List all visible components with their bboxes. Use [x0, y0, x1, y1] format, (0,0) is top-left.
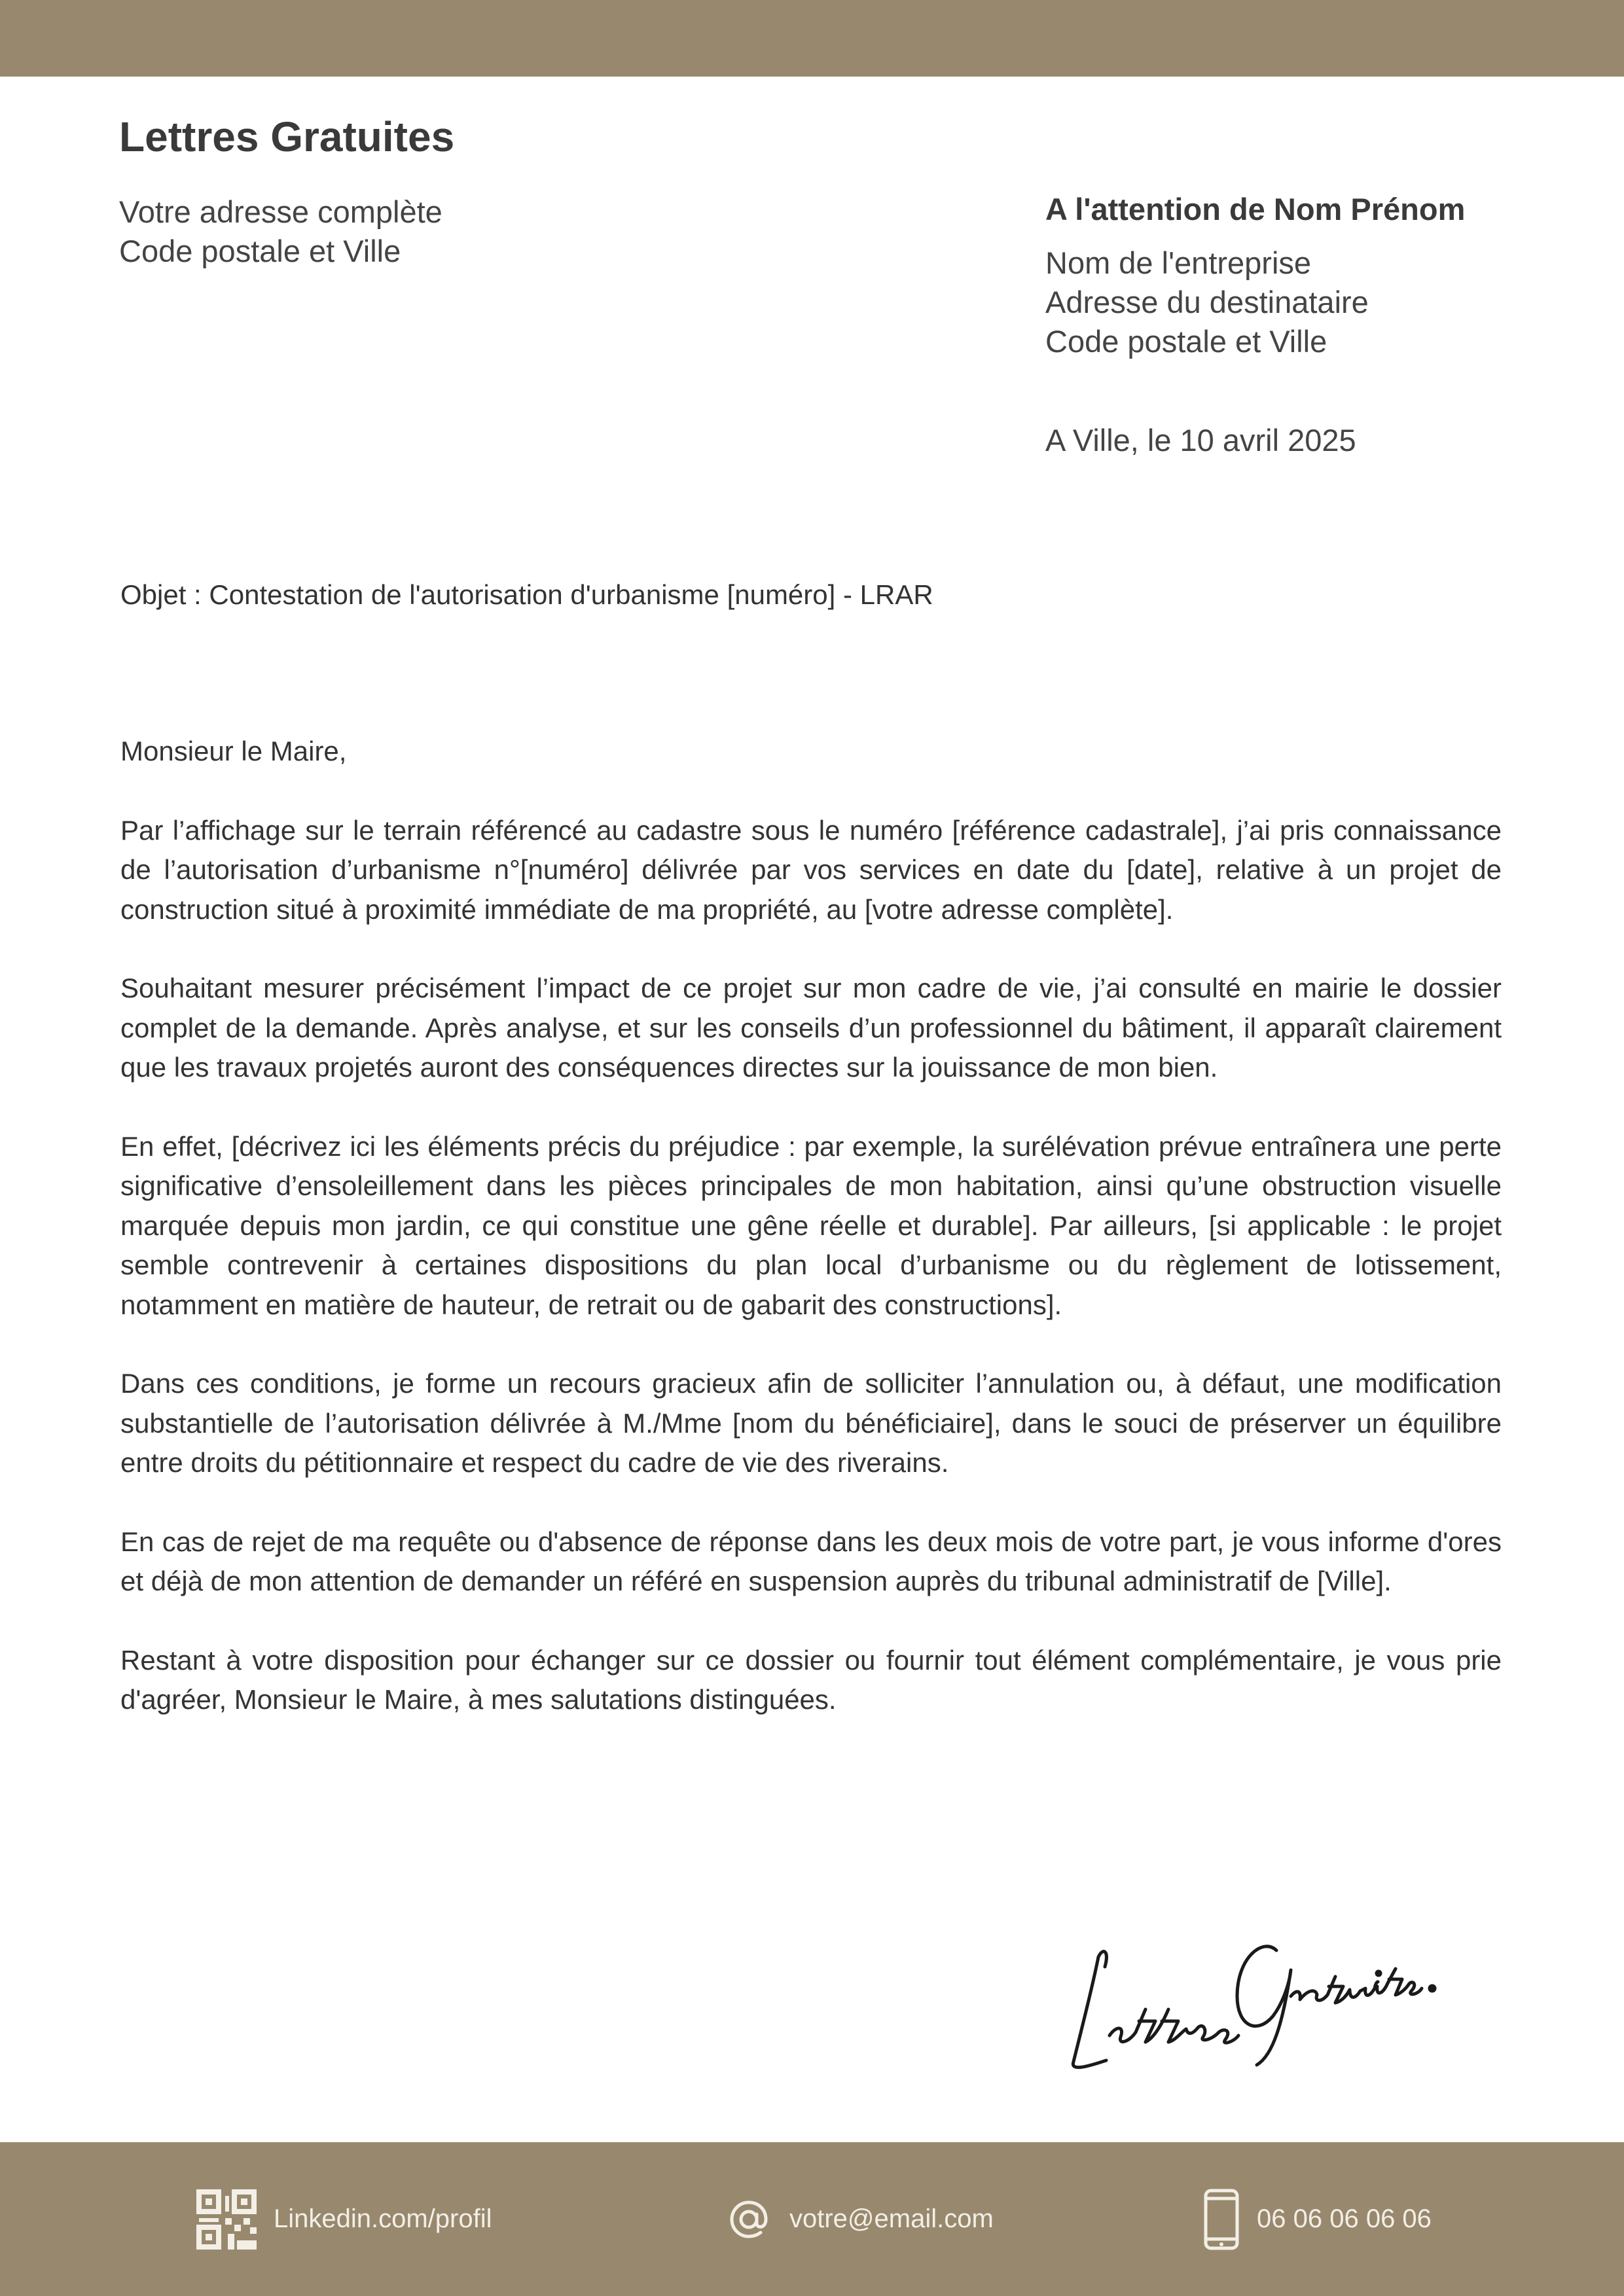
- recipient-block: [1045, 190, 1517, 361]
- body-paragraph: Par l’affichage sur le terrain référencé au cadastre sous le numéro [référence cadastrale], j’ai pris connaissance de l’autorisation d’urbanisme n°[numéro] délivrée par vos services en date du [date], relative à un projet de construction situé à proximité immédiate de ma propriété, au [votre adresse complète].: [120, 814, 1502, 925]
- footer-linkedin[interactable]: [196, 2142, 492, 2296]
- letter-body: [120, 732, 1502, 1759]
- phone-icon: [1203, 2188, 1240, 2251]
- sender-address-line2: Code postale et Ville: [119, 234, 401, 268]
- linkedin-text: Linkedin.com/profil: [274, 2204, 492, 2233]
- header-band: [0, 0, 1624, 77]
- sender-address-line1: Votre adresse complète: [119, 194, 442, 229]
- body-paragraph: Restant à votre disposition pour échanger sur ce dossier ou fournir tout élément complémentaire, je vous prie d'agréer, Monsieur le Maire, à mes salutations distinguées.: [120, 1644, 1502, 1715]
- phone-text: 06 06 06 06 06: [1257, 2204, 1432, 2233]
- body-paragraph: En effet, [décrivez ici les éléments précis du préjudice : par exemple, la surélévation prévue entraînera une perte significative d’ensoleillement dans les pièces principales de mon habitation, ainsi qu’une obstruction visuelle marquée depuis mon jardin, ce qui constitue une gêne réelle et durable]. Par ailleurs, [si applicable : le projet semble contrevenir à certaines dispositions du plan local d’urbanisme ou du règlement de lotissement, notamment en matière de hauteur, de retrait ou de gabarit des constructions].: [120, 1130, 1502, 1320]
- sender-name: Lettres Gratuites: [119, 113, 455, 160]
- recipient-company: Nom de l'entreprise: [1045, 245, 1312, 280]
- at-sign-icon: [725, 2196, 772, 2243]
- recipient-attention: A l'attention de Nom Prénom: [1045, 192, 1466, 226]
- footer-phone[interactable]: [1203, 2142, 1432, 2296]
- salutation: Monsieur le Maire,: [120, 736, 347, 766]
- recipient-street: Adresse du destinataire: [1045, 285, 1369, 319]
- sender-address: [119, 192, 442, 271]
- email-text: votre@email.com: [789, 2204, 994, 2233]
- footer-email[interactable]: [725, 2142, 994, 2296]
- letter-subject: Objet : Contestation de l'autorisation d'urbanisme [numéro] - LRAR: [120, 579, 933, 610]
- footer-band: [0, 2142, 1624, 2296]
- letter-date: A Ville, le 10 avril 2025: [1045, 423, 1356, 457]
- body-paragraph: Souhaitant mesurer précisément l’impact de ce projet sur mon cadre de vie, j’ai consulté en mairie le dossier complet de la demande. Après analyse, et sur les conseils d’un professionnel du bâtiment, il apparaît clairement que les travaux projetés auront des conséquences directes sur la jouissance de mon bien.: [120, 973, 1502, 1083]
- recipient-city: Code postale et Ville: [1045, 324, 1327, 359]
- handwritten-signature: [1047, 1911, 1440, 2081]
- body-paragraph: En cas de rejet de ma requête ou d'absence de réponse dans les deux mois de votre part, je vous informe d'ores et déjà de mon attention de demander un référé en suspension auprès du tribunal administratif de [Ville].: [120, 1526, 1502, 1596]
- qr-code-icon: [196, 2189, 257, 2250]
- body-paragraph: Dans ces conditions, je forme un recours gracieux afin de solliciter l’annulation ou, à défaut, une modification substantielle de l’autorisation délivrée à M./Mme [nom du bénéficiaire], dans le souci de préserver un équilibre entre droits du pétitionnaire et respect du cadre de vie des riverains.: [120, 1368, 1502, 1478]
- recipient-address: [1045, 243, 1517, 361]
